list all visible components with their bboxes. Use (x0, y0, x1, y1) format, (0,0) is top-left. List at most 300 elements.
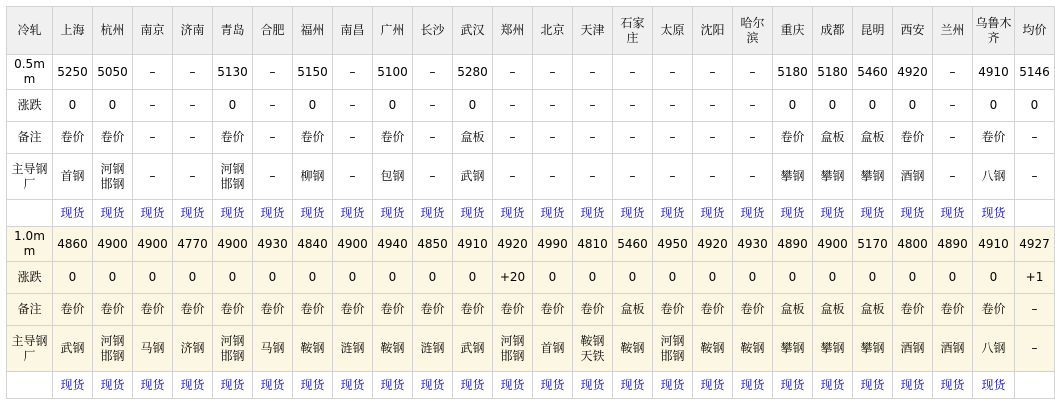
change-cell: 0 (333, 262, 373, 294)
change-cell: 0 (413, 262, 453, 294)
note-cell: – (253, 122, 293, 154)
mill-cell: 酒钢 (893, 154, 933, 200)
change-cell: 0 (1015, 90, 1055, 122)
change-row (7, 90, 1055, 122)
spot-link[interactable]: 现货 (220, 205, 245, 220)
spot-cell (1015, 200, 1055, 227)
note-cell: 卷价 (333, 294, 373, 326)
spot-link[interactable]: 现货 (820, 205, 845, 220)
note-cell: 卷价 (53, 122, 93, 154)
note-cell: 盒板 (853, 122, 893, 154)
spot-link[interactable]: 现货 (740, 377, 765, 392)
spot-link[interactable]: 现货 (660, 205, 685, 220)
change-cell: 0 (933, 262, 973, 294)
spot-link[interactable]: 现货 (820, 377, 845, 392)
mill-cell: 鞍钢 (293, 326, 333, 372)
mill-cell: – (133, 154, 173, 200)
change-cell: 0 (853, 90, 893, 122)
spot-cell (653, 200, 693, 227)
change-cell: 0 (53, 90, 93, 122)
price-cell: 5170 (853, 227, 893, 262)
change-cell: – (733, 90, 773, 122)
mill-cell: – (533, 154, 573, 200)
mill-cell: 涟钢 (413, 326, 453, 372)
change-cell: – (173, 90, 213, 122)
price-cell: 4840 (293, 227, 333, 262)
mill-cell: 武钢 (453, 154, 493, 200)
spot-cell (933, 200, 973, 227)
spot-row (7, 200, 1055, 227)
change-cell: 0 (293, 90, 333, 122)
change-cell: 0 (853, 262, 893, 294)
city-column-header: 太原 (653, 7, 693, 55)
mill-cell: 鞍钢 (733, 326, 773, 372)
city-column-header: 重庆 (773, 7, 813, 55)
city-column-header: 哈尔滨 (733, 7, 773, 55)
spot-link[interactable]: 现货 (780, 205, 805, 220)
spot-cell (853, 372, 893, 399)
change-cell: 0 (213, 262, 253, 294)
note-cell: 盒板 (853, 294, 893, 326)
mill-cell: 马钢 (253, 326, 293, 372)
spot-cell (533, 200, 573, 227)
city-column-header: 合肥 (253, 7, 293, 55)
change-cell: 0 (893, 90, 933, 122)
price-cell: 5460 (853, 55, 893, 90)
spot-link[interactable]: 现货 (700, 377, 725, 392)
spot-cell (973, 200, 1015, 227)
change-cell: 0 (213, 90, 253, 122)
spot-cell (373, 200, 413, 227)
city-column-header: 郑州 (493, 7, 533, 55)
change-cell: – (333, 90, 373, 122)
row-label: 备注 (7, 294, 53, 326)
mill-cell: – (413, 154, 453, 200)
spot-link[interactable]: 现货 (981, 205, 1006, 220)
header-row (7, 7, 1055, 55)
mill-cell: – (733, 154, 773, 200)
price-cell: 4910 (453, 227, 493, 262)
change-cell: 0 (133, 262, 173, 294)
note-cell: – (693, 122, 733, 154)
price-cell: 4920 (693, 227, 733, 262)
mill-cell: 包钢 (373, 154, 413, 200)
spot-link[interactable]: 现货 (340, 205, 365, 220)
mill-cell: 河钢邯钢 (493, 326, 533, 372)
price-cell: – (693, 55, 733, 90)
spot-cell (293, 372, 333, 399)
note-cell: 卷价 (973, 122, 1015, 154)
change-cell: 0 (733, 262, 773, 294)
mill-cell: 河钢邯钢 (93, 154, 133, 200)
note-cell: 盒板 (613, 294, 653, 326)
spot-link[interactable]: 现货 (420, 205, 445, 220)
mill-cell: 酒钢 (893, 326, 933, 372)
spot-link[interactable]: 现货 (580, 377, 605, 392)
change-cell: 0 (973, 262, 1015, 294)
price-cell: – (333, 55, 373, 90)
spot-link[interactable]: 现货 (540, 205, 565, 220)
spot-cell (373, 372, 413, 399)
spot-link[interactable]: 现货 (300, 377, 325, 392)
spot-cell (93, 372, 133, 399)
spot-cell (973, 372, 1015, 399)
price-cell: – (613, 55, 653, 90)
price-cell: – (573, 55, 613, 90)
price-cell: 4900 (93, 227, 133, 262)
spot-link[interactable]: 现货 (700, 205, 725, 220)
spot-cell (693, 372, 733, 399)
spot-link[interactable]: 现货 (220, 377, 245, 392)
city-column-header: 乌鲁木齐 (973, 7, 1015, 55)
row-label: 主导钢厂 (7, 326, 53, 372)
spot-cell (573, 200, 613, 227)
spot-cell (573, 372, 613, 399)
note-cell: 盒板 (453, 122, 493, 154)
city-column-header: 长沙 (413, 7, 453, 55)
change-cell: 0 (533, 262, 573, 294)
row-label: 涨跌 (7, 262, 53, 294)
price-cell: 5280 (453, 55, 493, 90)
mill-cell: 攀钢 (813, 326, 853, 372)
spot-link[interactable]: 现货 (860, 377, 885, 392)
note-cell: 盒板 (813, 122, 853, 154)
spot-cell (253, 372, 293, 399)
city-column-header: 昆明 (853, 7, 893, 55)
price-cell: 4810 (573, 227, 613, 262)
spot-cell (1015, 372, 1055, 399)
note-cell: – (733, 122, 773, 154)
row-label: 主导钢厂 (7, 154, 53, 200)
price-cell: 4890 (773, 227, 813, 262)
spot-link[interactable]: 现货 (860, 205, 885, 220)
change-cell: – (933, 90, 973, 122)
note-cell: 卷价 (53, 294, 93, 326)
city-column-header: 济南 (173, 7, 213, 55)
mill-cell: 河钢邯钢 (93, 326, 133, 372)
mill-cell: – (693, 154, 733, 200)
spot-link[interactable]: 现货 (900, 205, 925, 220)
spot-link[interactable]: 现货 (500, 205, 525, 220)
spot-cell (893, 200, 933, 227)
spot-cell (493, 200, 533, 227)
spot-cell (653, 372, 693, 399)
spot-cell (733, 200, 773, 227)
note-cell: 卷价 (573, 294, 613, 326)
city-column-header: 南京 (133, 7, 173, 55)
spot-cell (813, 372, 853, 399)
note-cell: 卷价 (453, 294, 493, 326)
note-cell: 卷价 (533, 294, 573, 326)
table-header (7, 7, 1055, 55)
mill-cell: – (573, 154, 613, 200)
change-row (7, 262, 1055, 294)
change-cell: 0 (773, 262, 813, 294)
change-cell: – (413, 90, 453, 122)
spot-link[interactable]: 现货 (460, 377, 485, 392)
city-column-header: 广州 (373, 7, 413, 55)
spot-link[interactable]: 现货 (260, 205, 285, 220)
spot-link[interactable]: 现货 (660, 377, 685, 392)
note-cell: 卷价 (293, 294, 333, 326)
corner-header: 冷轧 (7, 7, 53, 55)
price-cell: 4940 (373, 227, 413, 262)
price-cell: 4900 (133, 227, 173, 262)
change-cell: 0 (453, 90, 493, 122)
spot-link[interactable]: 现货 (340, 377, 365, 392)
price-cell: 4860 (53, 227, 93, 262)
spot-link[interactable]: 现货 (300, 205, 325, 220)
mill-cell: 武钢 (53, 326, 93, 372)
price-cell: 5180 (813, 55, 853, 90)
change-cell: – (653, 90, 693, 122)
change-cell: – (613, 90, 653, 122)
price-cell: 4950 (653, 227, 693, 262)
change-cell: – (253, 90, 293, 122)
average-column-header: 均价 (1015, 7, 1055, 55)
note-cell: 卷价 (693, 294, 733, 326)
price-cell: 5100 (373, 55, 413, 90)
mill-cell: 鞍钢 (613, 326, 653, 372)
spot-cell (613, 200, 653, 227)
change-cell: +20 (493, 262, 533, 294)
note-cell: 卷价 (893, 294, 933, 326)
price-cell: 4930 (733, 227, 773, 262)
mill-cell: 济钢 (173, 326, 213, 372)
spot-cell (773, 372, 813, 399)
spot-cell (693, 200, 733, 227)
spot-row (7, 372, 1055, 399)
spot-link[interactable]: 现货 (100, 377, 125, 392)
note-cell: – (1015, 122, 1055, 154)
spot-cell (173, 372, 213, 399)
mill-cell: 攀钢 (813, 154, 853, 200)
mill-row (7, 154, 1055, 200)
price-cell: 4920 (893, 55, 933, 90)
spot-link[interactable]: 现货 (620, 205, 645, 220)
mill-cell: 攀钢 (773, 326, 813, 372)
spot-cell (213, 372, 253, 399)
change-cell: – (493, 90, 533, 122)
change-cell: 0 (293, 262, 333, 294)
mill-cell: 首钢 (53, 154, 93, 200)
table-body (7, 55, 1055, 399)
note-row (7, 294, 1055, 326)
change-cell: 0 (573, 262, 613, 294)
note-cell: 卷价 (93, 294, 133, 326)
price-cell: 5146 (1015, 55, 1055, 90)
change-cell: 0 (373, 90, 413, 122)
spot-link[interactable]: 现货 (140, 377, 165, 392)
price-cell: 4800 (893, 227, 933, 262)
mill-cell: 首钢 (533, 326, 573, 372)
city-column-header: 石家庄 (613, 7, 653, 55)
note-cell: 卷价 (933, 294, 973, 326)
price-cell: 5180 (773, 55, 813, 90)
note-cell: 卷价 (973, 294, 1015, 326)
mill-cell: 鞍钢 (373, 326, 413, 372)
note-cell: – (933, 122, 973, 154)
spot-link[interactable]: 现货 (580, 205, 605, 220)
mill-cell: – (1015, 326, 1055, 372)
change-cell: 0 (973, 90, 1015, 122)
spot-link[interactable]: 现货 (940, 205, 965, 220)
mill-cell: 武钢 (453, 326, 493, 372)
city-column-header: 兰州 (933, 7, 973, 55)
note-cell: 卷价 (293, 122, 333, 154)
spot-link[interactable]: 现货 (500, 377, 525, 392)
city-column-header: 北京 (533, 7, 573, 55)
mill-cell: 涟钢 (333, 326, 373, 372)
note-cell: – (613, 122, 653, 154)
row-label: 1.0mm (7, 227, 53, 262)
change-cell: – (133, 90, 173, 122)
price-cell: 4910 (973, 227, 1015, 262)
city-column-header: 沈阳 (693, 7, 733, 55)
city-column-header: 杭州 (93, 7, 133, 55)
price-cell: 5050 (93, 55, 133, 90)
price-cell: – (733, 55, 773, 90)
spot-cell (773, 200, 813, 227)
spot-cell (173, 200, 213, 227)
change-cell: 0 (93, 262, 133, 294)
note-cell: – (1015, 294, 1055, 326)
spot-link[interactable]: 现货 (460, 205, 485, 220)
change-cell: 0 (373, 262, 413, 294)
price-cell: – (253, 55, 293, 90)
spot-link[interactable]: 现货 (180, 377, 205, 392)
spot-link[interactable]: 现货 (780, 377, 805, 392)
spot-cell (813, 200, 853, 227)
mill-cell: – (493, 154, 533, 200)
city-column-header: 成都 (813, 7, 853, 55)
spot-link[interactable]: 现货 (140, 205, 165, 220)
mill-cell: – (1015, 154, 1055, 200)
price-cell: 4930 (253, 227, 293, 262)
note-row (7, 122, 1055, 154)
price-row (7, 227, 1055, 262)
spot-link[interactable]: 现货 (740, 205, 765, 220)
spot-link[interactable]: 现货 (540, 377, 565, 392)
spot-link[interactable]: 现货 (100, 205, 125, 220)
note-cell: – (173, 122, 213, 154)
spot-link[interactable]: 现货 (180, 205, 205, 220)
row-label (7, 372, 53, 399)
note-cell: – (493, 122, 533, 154)
note-cell: 卷价 (653, 294, 693, 326)
mill-cell: 八钢 (973, 154, 1015, 200)
spot-cell (93, 200, 133, 227)
change-cell: 0 (773, 90, 813, 122)
mill-cell: – (653, 154, 693, 200)
mill-cell: – (613, 154, 653, 200)
spot-link[interactable]: 现货 (260, 377, 285, 392)
change-cell: – (693, 90, 733, 122)
spot-link[interactable]: 现货 (940, 377, 965, 392)
price-cell: 4900 (813, 227, 853, 262)
spot-cell (53, 372, 93, 399)
note-cell: 卷价 (373, 122, 413, 154)
change-cell: 0 (613, 262, 653, 294)
spot-link[interactable]: 现货 (981, 377, 1006, 392)
city-column-header: 福州 (293, 7, 333, 55)
mill-cell: 八钢 (973, 326, 1015, 372)
city-column-header: 西安 (893, 7, 933, 55)
spot-link[interactable]: 现货 (380, 377, 405, 392)
mill-cell: 酒钢 (933, 326, 973, 372)
price-row (7, 55, 1055, 90)
mill-cell: – (333, 154, 373, 200)
price-cell: – (933, 55, 973, 90)
price-cell: 4920 (493, 227, 533, 262)
change-cell: 0 (93, 90, 133, 122)
note-cell: – (133, 122, 173, 154)
spot-link[interactable]: 现货 (60, 377, 85, 392)
note-cell: 卷价 (133, 294, 173, 326)
spot-cell (133, 200, 173, 227)
note-cell: 卷价 (733, 294, 773, 326)
note-cell: 卷价 (93, 122, 133, 154)
price-cell: 4890 (933, 227, 973, 262)
spot-link[interactable]: 现货 (900, 377, 925, 392)
price-cell: – (173, 55, 213, 90)
change-cell: 0 (253, 262, 293, 294)
price-cell: – (413, 55, 453, 90)
spot-link[interactable]: 现货 (380, 205, 405, 220)
price-cell: 5250 (53, 55, 93, 90)
change-cell: 0 (893, 262, 933, 294)
note-cell: 卷价 (213, 294, 253, 326)
price-cell: 5460 (613, 227, 653, 262)
city-column-header: 天津 (573, 7, 613, 55)
row-label: 0.5mm (7, 55, 53, 90)
spot-link[interactable]: 现货 (420, 377, 445, 392)
note-cell: 卷价 (173, 294, 213, 326)
spot-cell (253, 200, 293, 227)
spot-cell (213, 200, 253, 227)
spot-cell (453, 200, 493, 227)
spot-cell (853, 200, 893, 227)
note-cell: 卷价 (253, 294, 293, 326)
spot-cell (933, 372, 973, 399)
mill-row (7, 326, 1055, 372)
change-cell: 0 (813, 90, 853, 122)
note-cell: 盒板 (813, 294, 853, 326)
city-column-header: 上海 (53, 7, 93, 55)
mill-cell: 攀钢 (853, 326, 893, 372)
note-cell: 卷价 (413, 294, 453, 326)
change-cell: +1 (1015, 262, 1055, 294)
city-column-header: 青岛 (213, 7, 253, 55)
spot-cell (533, 372, 573, 399)
spot-link[interactable]: 现货 (60, 205, 85, 220)
note-cell: 卷价 (493, 294, 533, 326)
mill-cell: 马钢 (133, 326, 173, 372)
price-cell: – (533, 55, 573, 90)
mill-cell: 河钢邯钢 (213, 154, 253, 200)
spot-cell (733, 372, 773, 399)
note-cell: – (653, 122, 693, 154)
note-cell: – (533, 122, 573, 154)
price-cell: – (133, 55, 173, 90)
spot-cell (453, 372, 493, 399)
spot-link[interactable]: 现货 (620, 377, 645, 392)
spot-cell (333, 372, 373, 399)
row-label: 备注 (7, 122, 53, 154)
price-cell: 4850 (413, 227, 453, 262)
row-label: 涨跌 (7, 90, 53, 122)
cold-rolled-price-table (6, 6, 1055, 399)
